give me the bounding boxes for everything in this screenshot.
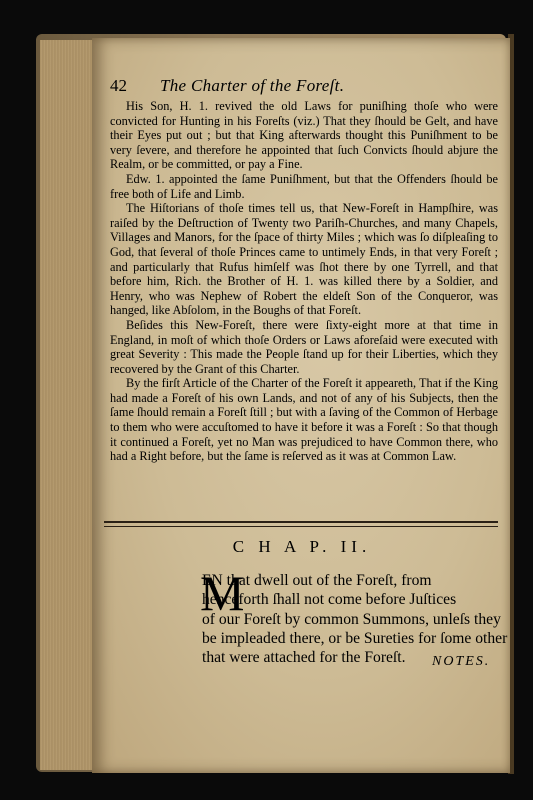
paragraph: By the firſt Article of the Charter of the Foreſt it appeareth, That if the King had made a Foreſt of his own Lands, and not of any of his Subjects, then the ſame ſhould remain a Foreſt ſtill ; but with a ſaving of the Common of Herbage to them who were accuſtomed to have it before it was a Foreſt : So that though it continued a Foreſt, yet no Man was prejudiced to have Common there, who had a Right before, but the ſame is reſerved as it was at Common Law. <box>110 376 498 464</box>
catchword: NOTES. <box>432 654 491 669</box>
chapter-heading: C H A P. II. <box>232 537 372 556</box>
page-number: 42 <box>110 76 127 95</box>
section-divider <box>104 521 498 527</box>
page-stack-edge <box>40 40 94 770</box>
body-text <box>110 99 498 464</box>
page-header <box>110 76 490 98</box>
paragraph: Edw. 1. appointed the ſame Puniſhment, but that the Offenders ſhould be free both of Life and Limb. <box>110 171 498 201</box>
paragraph: The Hiſtorians of thoſe times tell us, that New-Foreſt in Hampſhire, was raiſed by the Deſtruction of Twenty two Pariſh-Churches, and many Chapels, Villages and Manors, for the ſpace of thirty Miles ; which was ſo diſpleaſing to God, that ſeveral of thoſe Princes came to untimely Ends, in that very Foreſt ; and particularly that Rufus himſelf was ſhot there by one Tyrrell, and that before him, Rich. the Brother of H. 1. was killed there by a Soldier, and Henry, who was Nephew of Robert the eldeſt Son of the Conqueror, was hanged, like Abſolom, in the Boughs of that Foreſt. <box>110 201 498 318</box>
chapter-line: that were attached for the Foreſt. <box>202 649 406 667</box>
chapter-line: be impleaded there, or be Sureties for ſome other <box>202 630 508 648</box>
chapter-line: henceforth ſhall not come before Juſtices <box>202 591 457 609</box>
paragraph: His Son, H. 1. revived the old Laws for puniſhing thoſe who were convicted for Hunting in his Foreſts (viz.) That they ſhould be Gelt, and have their Eyes put out ; but that King afterwards thought this Puniſhment to be very ſevere, and therefore he appointed that ſuch Convicts ſhould abjure the Realm, or be committed, or pay a Fine. <box>110 99 498 172</box>
running-title: The Charter of the Foreſt. <box>160 76 345 95</box>
chapter-line: of our Foreſt by common Summons, unleſs they <box>202 611 501 628</box>
drop-cap: M <box>200 565 245 621</box>
chapter-line: EN that dwell out of the Foreſt, from <box>202 572 432 589</box>
chapter-opening <box>202 571 496 609</box>
paragraph: Beſides this New-Foreſt, there were ſixty-eight more at that time in England, in moſt of which thoſe Orders or Laws aforeſaid were executed with great Severity : This made the People ſtand up for their Liberties, which they recovered by the Grant of this Charter. <box>110 317 498 376</box>
